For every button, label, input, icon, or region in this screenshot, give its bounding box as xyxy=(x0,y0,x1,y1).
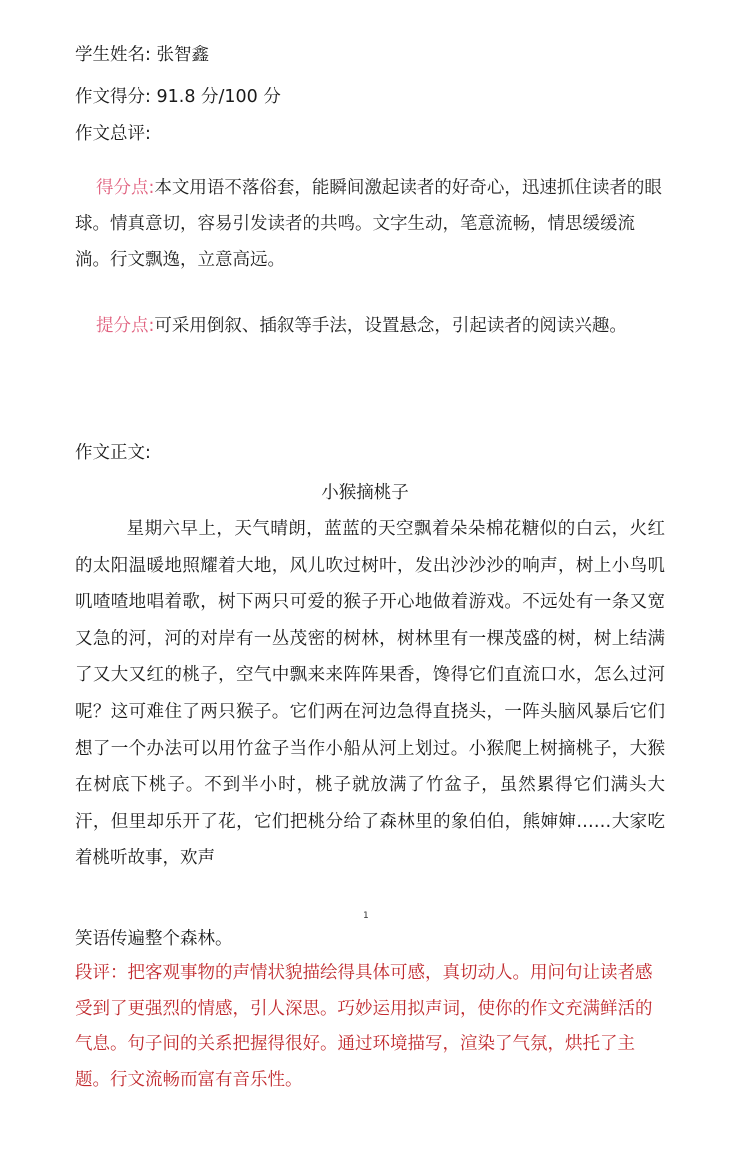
page-number: 1 xyxy=(363,911,369,921)
improvements-paragraph xyxy=(75,308,665,344)
essay-continuation: 笑语传遍整个森林。 xyxy=(75,929,233,949)
student-name-line xyxy=(75,42,209,68)
score-value: 91.8 分/100 分 xyxy=(156,87,281,107)
essay-title: 小猴摘桃子 xyxy=(321,483,409,503)
student-name-label: 学生姓名: xyxy=(75,45,151,65)
student-name: 张智鑫 xyxy=(156,45,209,65)
strengths-text: 本文用语不落俗套，能瞬间激起读者的好奇心，迅速抓住读者的眼球。情真意切，容易引发读者的共鸣。文字生动，笔意流畅，情思缓缓流淌。行文飘逸，立意高远。 xyxy=(75,178,662,270)
segment-comment: 段评：把客观事物的声情状貌描绘得具体可感，真切动人。用问句让读者感受到了更强烈的情感，引人深思。巧妙运用拟声词，使你的作文充满鲜活的气息。句子间的关系把握得很好。通过环境描写，渲染了气氛，烘托了主题。行文流畅而富有音乐性。 xyxy=(75,963,653,1090)
essay-body xyxy=(75,511,665,877)
improvements-label: 提分点: xyxy=(96,316,155,336)
strengths-label: 得分点: xyxy=(96,178,155,198)
score-label: 作文得分: xyxy=(75,87,151,107)
review-heading: 作文总评: xyxy=(75,124,151,144)
improvements-text: 可采用倒叙、插叙等手法，设置悬念，引起读者的阅读兴趣。 xyxy=(154,316,627,336)
essay-paragraph: 星期六早上，天气晴朗，蓝蓝的天空飘着朵朵棉花糖似的白云，火红的太阳温暖地照耀着大地，风儿吹过树叶，发出沙沙沙的响声，树上小鸟叽叽喳喳地唱着歌，树下两只可爱的猴子开心地做着游戏。不远处有一条又宽又急的河，河的对岸有一丛茂密的树林，树林里有一棵茂盛的树，树上结满了又大又红的桃子，空气中飘来来阵阵果香，馋得它们直流口水，怎么过河呢？这可难住了两只猴子。它们两在河边急得直挠头，一阵头脑风暴后它们想了一个办法可以用竹盆子当作小船从河上划过。小猴爬上树摘桃子，大猴在树底下桃子。不到半小时，桃子就放满了竹盆子，虽然累得它们满头大汗，但里却乐开了花，它们把桃分给了森林里的象伯伯，熊婶婶……大家吃着桃听故事，欢声 xyxy=(75,519,665,869)
body-heading: 作文正文: xyxy=(75,443,151,463)
score-line xyxy=(75,84,281,110)
strengths-paragraph xyxy=(75,170,665,278)
